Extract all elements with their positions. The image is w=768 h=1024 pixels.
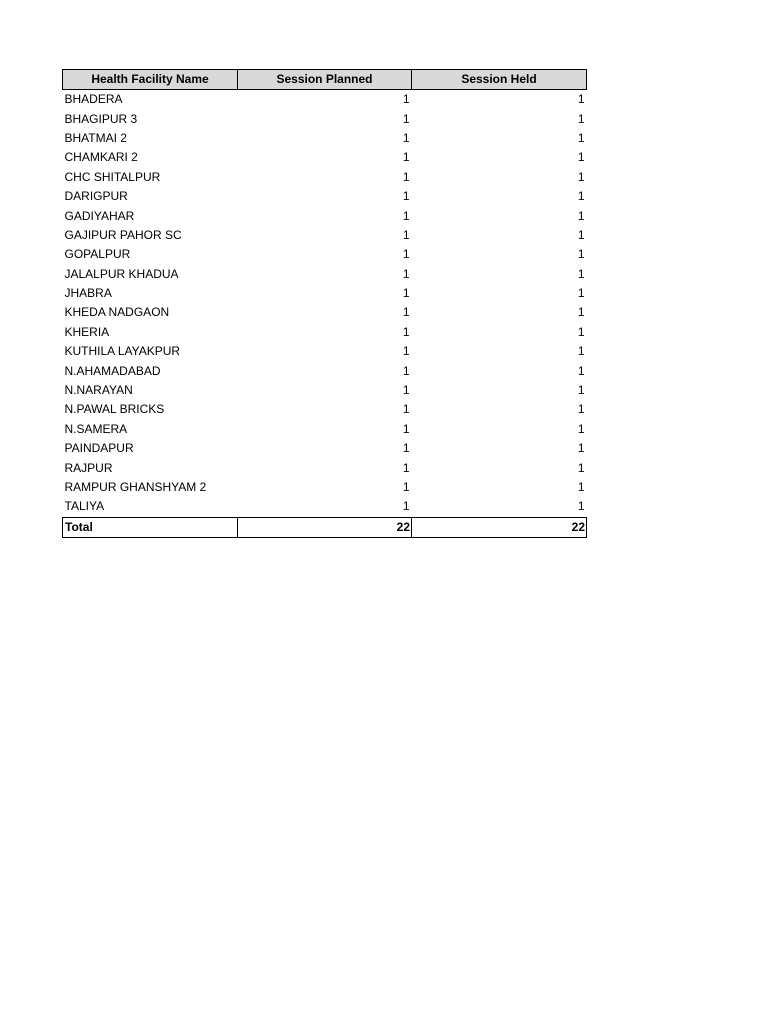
health-facility-name-cell: GADIYAHAR xyxy=(64,208,135,223)
health-facility-name-cell: RAJPUR xyxy=(64,460,113,475)
total-session-planned: 22 xyxy=(238,517,412,537)
session-held-cell: 1 xyxy=(577,480,585,494)
total-row xyxy=(63,517,587,537)
session-held-cell: 1 xyxy=(577,227,585,242)
session-planned-cell: 1 xyxy=(402,130,410,145)
session-held-cell: 1 xyxy=(577,402,585,417)
table-row xyxy=(63,439,587,458)
session-planned-cell: 1 xyxy=(402,111,410,126)
session-planned-cell: 1 xyxy=(402,169,410,184)
table-row xyxy=(63,497,587,517)
session-held-cell: 1 xyxy=(577,208,585,223)
session-planned-cell: 1 xyxy=(402,266,410,281)
session-planned-cell: 1 xyxy=(402,402,410,417)
session-held-cell: 1 xyxy=(577,344,585,359)
table-row xyxy=(63,187,587,206)
table-body xyxy=(63,90,587,518)
session-planned-cell: 1 xyxy=(402,150,410,165)
health-facility-name-cell: KUTHILA LAYAKPUR xyxy=(64,344,181,359)
table-row xyxy=(63,284,587,303)
session-held-cell: 1 xyxy=(577,305,585,320)
session-held-cell: 1 xyxy=(577,266,585,281)
table-header xyxy=(63,70,587,90)
health-facility-name-cell: BHATMAI 2 xyxy=(64,130,127,145)
header-session-planned: Session Planned xyxy=(238,70,412,90)
health-facility-name-cell: KHERIA xyxy=(64,324,110,339)
session-planned-cell: 1 xyxy=(402,460,410,475)
health-facility-name-cell: PAINDAPUR xyxy=(64,441,134,456)
table-row xyxy=(63,342,587,361)
session-planned-cell: 1 xyxy=(402,208,410,223)
health-facility-name-cell: GAJIPUR PAHOR SC xyxy=(64,227,182,242)
table-row xyxy=(63,478,587,497)
session-held-cell: 1 xyxy=(577,421,585,436)
table-row xyxy=(63,129,587,148)
table-row xyxy=(63,168,587,187)
table-footer xyxy=(63,517,587,537)
health-facility-name-cell: GOPALPUR xyxy=(64,247,131,262)
table-row xyxy=(63,109,587,128)
session-held-cell: 1 xyxy=(577,286,585,301)
session-planned-cell: 1 xyxy=(402,363,410,378)
session-held-cell: 1 xyxy=(577,130,585,145)
session-planned-cell: 1 xyxy=(402,286,410,301)
health-facility-name-cell: TALIYA xyxy=(64,499,105,514)
header-row xyxy=(63,70,587,90)
session-held-cell: 1 xyxy=(577,383,585,398)
health-facility-name-cell: JHABRA xyxy=(64,286,112,301)
table-row xyxy=(63,265,587,284)
session-held-cell: 1 xyxy=(577,189,585,204)
session-planned-cell: 1 xyxy=(402,499,410,514)
session-held-cell: 1 xyxy=(577,460,585,475)
health-facility-name-cell: BHAGIPUR 3 xyxy=(64,111,138,126)
health-facility-name-cell: KHEDA NADGAON xyxy=(64,305,170,320)
health-facility-name-cell: RAMPUR GHANSHYAM 2 xyxy=(64,480,207,494)
session-planned-cell: 1 xyxy=(402,227,410,242)
session-held-cell: 1 xyxy=(577,499,585,514)
session-held-cell: 1 xyxy=(577,111,585,126)
health-facility-name-cell: JALALPUR KHADUA xyxy=(64,266,179,281)
health-facility-name-cell: N.SAMERA xyxy=(64,421,128,436)
health-facility-name-cell: BHADERA xyxy=(64,92,123,107)
table-row xyxy=(63,90,587,110)
session-planned-cell: 1 xyxy=(402,324,410,339)
health-facility-name-cell: CHAMKARI 2 xyxy=(64,150,138,165)
table-row xyxy=(63,245,587,264)
session-held-cell: 1 xyxy=(577,150,585,165)
health-facility-name-cell: N.PAWAL BRICKS xyxy=(64,402,165,417)
table-row xyxy=(63,206,587,225)
session-held-cell: 1 xyxy=(577,169,585,184)
session-planned-cell: 1 xyxy=(402,383,410,398)
session-planned-cell: 1 xyxy=(402,189,410,204)
health-facility-name-cell: N.NARAYAN xyxy=(64,383,133,398)
session-planned-cell: 1 xyxy=(402,247,410,262)
session-held-cell: 1 xyxy=(577,441,585,456)
session-planned-cell: 1 xyxy=(402,92,410,107)
health-facility-name-cell: DARIGPUR xyxy=(64,189,128,204)
table-row xyxy=(63,148,587,167)
table-row xyxy=(63,361,587,380)
total-session-held: 22 xyxy=(412,517,587,537)
session-held-cell: 1 xyxy=(577,247,585,262)
session-held-cell: 1 xyxy=(577,324,585,339)
session-planned-cell: 1 xyxy=(402,441,410,456)
session-planned-cell: 1 xyxy=(402,480,410,494)
total-label: Total xyxy=(63,517,238,537)
table-row xyxy=(63,303,587,322)
table-row xyxy=(63,458,587,477)
session-table xyxy=(62,69,587,538)
session-planned-cell: 1 xyxy=(402,344,410,359)
health-facility-name-cell: N.AHAMADABAD xyxy=(64,363,161,378)
session-planned-cell: 1 xyxy=(402,305,410,320)
session-report-sheet xyxy=(62,69,586,538)
health-facility-name-cell: CHC SHITALPUR xyxy=(64,169,161,184)
header-session-held: Session Held xyxy=(412,70,587,90)
header-health-facility-name: Health Facility Name xyxy=(63,70,238,90)
table-row xyxy=(63,226,587,245)
table-row xyxy=(63,420,587,439)
session-planned-cell: 1 xyxy=(402,421,410,436)
table-row xyxy=(63,400,587,419)
session-held-cell: 1 xyxy=(577,92,585,107)
session-held-cell: 1 xyxy=(577,363,585,378)
table-row xyxy=(63,381,587,400)
table-row xyxy=(63,323,587,342)
